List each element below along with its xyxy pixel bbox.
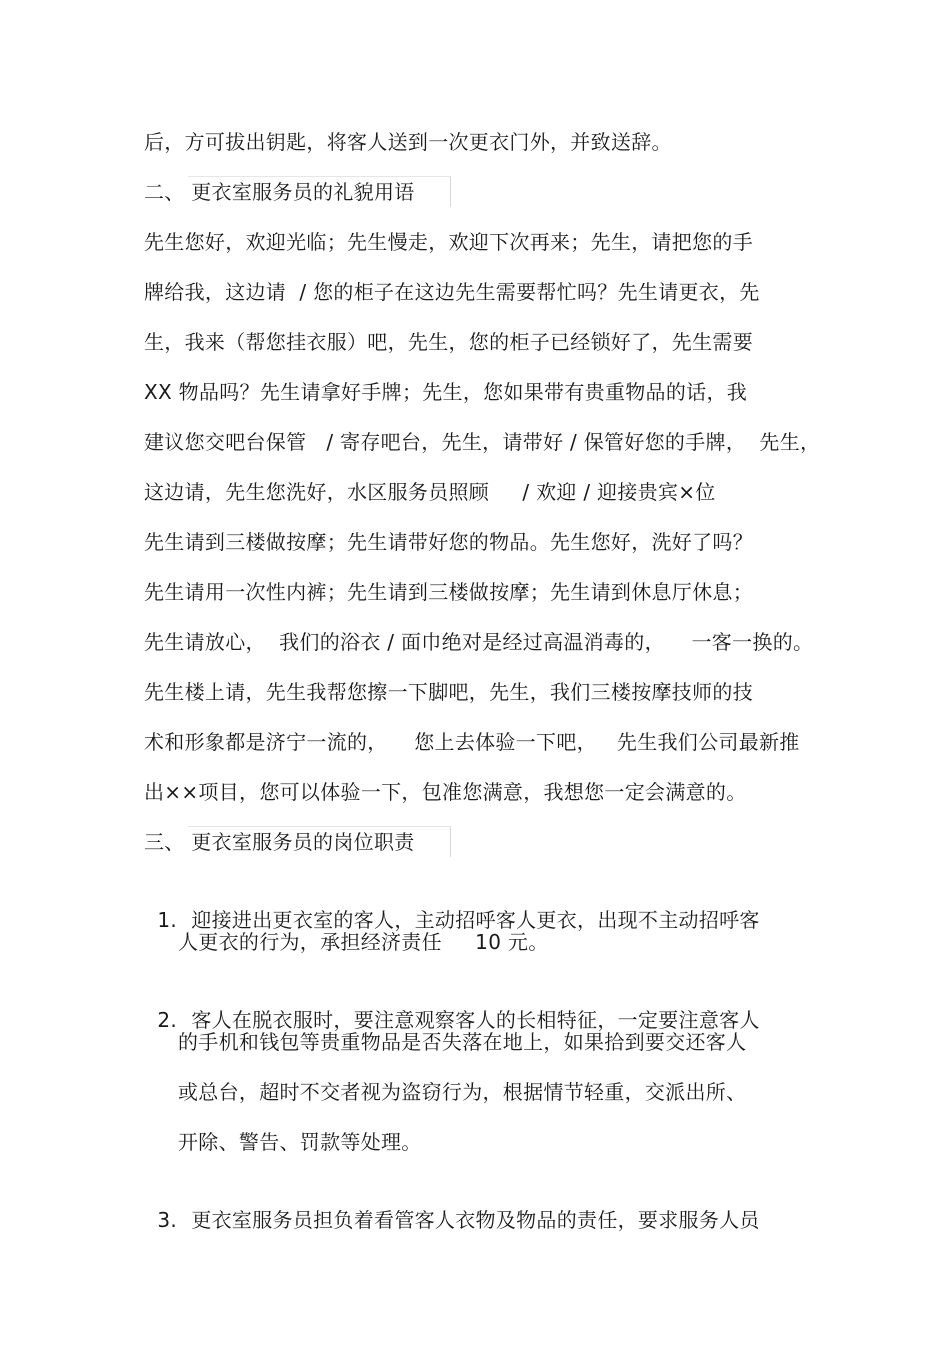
duty-item-2-cont-3: 开除、警告、罚款等处理。 [178,1130,422,1154]
section2-line-1: 先生您好，欢迎光临；先生慢走，欢迎下次再来；先生，请把您的手 [144,230,753,254]
section2-line-7: 先生请到三楼做按摩；先生请带好您的物品。先生您好，洗好了吗？ [144,530,753,554]
section2-line-2: 牌给我，这边请 / 您的柜子在这边先生需要帮忙吗？先生请更衣，先 [144,280,760,304]
duty-item-2 [144,978,760,1034]
duty-item-text: 更衣室服务员担负着看管客人衣物及物品的责任，要求服务人员 [191,1208,760,1232]
duty-item-1 [144,878,760,934]
section2-line-6: 这边请，先生您洗好，水区服务员照顾 / 欢迎 / 迎接贵宾×位 [144,480,716,504]
intro-line: 后，方可拔出钥匙，将客人送到一次更衣门外，并致送辞。 [144,130,672,154]
duty-item-text: 客人在脱衣服时，要注意观察客人的长相特征，一定要注意客人 [191,1008,760,1032]
duty-item-number: 1. [157,908,178,932]
section2-line-12: 出××项目，您可以体验一下，包准您满意，我想您一定会满意的。 [144,780,747,804]
duty-item-2-cont-1: 的手机和钱包等贵重物品是否失落在地上，如果拾到要交还客人 [178,1030,747,1054]
section2-line-4: XX 物品吗？先生请拿好手牌；先生，您如果带有贵重物品的话，我 [144,380,748,404]
section2-title: 二、 更衣室服务员的礼貌用语 [144,180,415,204]
section2-line-11: 术和形象都是济宁一流的， 您上去体验一下吧， 先生我们公司最新推 [144,730,800,754]
section2-line-8: 先生请用一次性内裤；先生请到三楼做按摩；先生请到休息厅休息； [144,580,753,604]
section2-line-9: 先生请放心， 我们的浴衣 / 面巾绝对是经过高温消毒的， 一客一换的。 [144,630,814,654]
duty-item-2-cont-2: 或总台，超时不交者视为盗窃行为，根据情节轻重，交派出所、 [178,1080,747,1104]
duty-item-number: 3. [157,1208,178,1232]
duty-item-number: 2. [157,1008,178,1032]
section2-line-3: 生，我来（帮您挂衣服）吧，先生，您的柜子已经锁好了，先生需要 [144,330,753,354]
duty-item-3 [144,1178,760,1234]
duty-item-1-cont: 人更衣的行为，承担经济责任 10 元。 [178,930,549,954]
duty-item-text: 迎接进出更衣室的客人，主动招呼客人更衣，出现不主动招呼客 [191,908,760,932]
section3-title: 三、 更衣室服务员的岗位职责 [144,830,415,854]
section2-line-10: 先生楼上请，先生我帮您擦一下脚吧，先生，我们三楼按摩技师的技 [144,680,753,704]
section2-line-5: 建议您交吧台保管 / 寄存吧台，先生，请带好 / 保管好您的手牌， 先生， [144,430,821,454]
